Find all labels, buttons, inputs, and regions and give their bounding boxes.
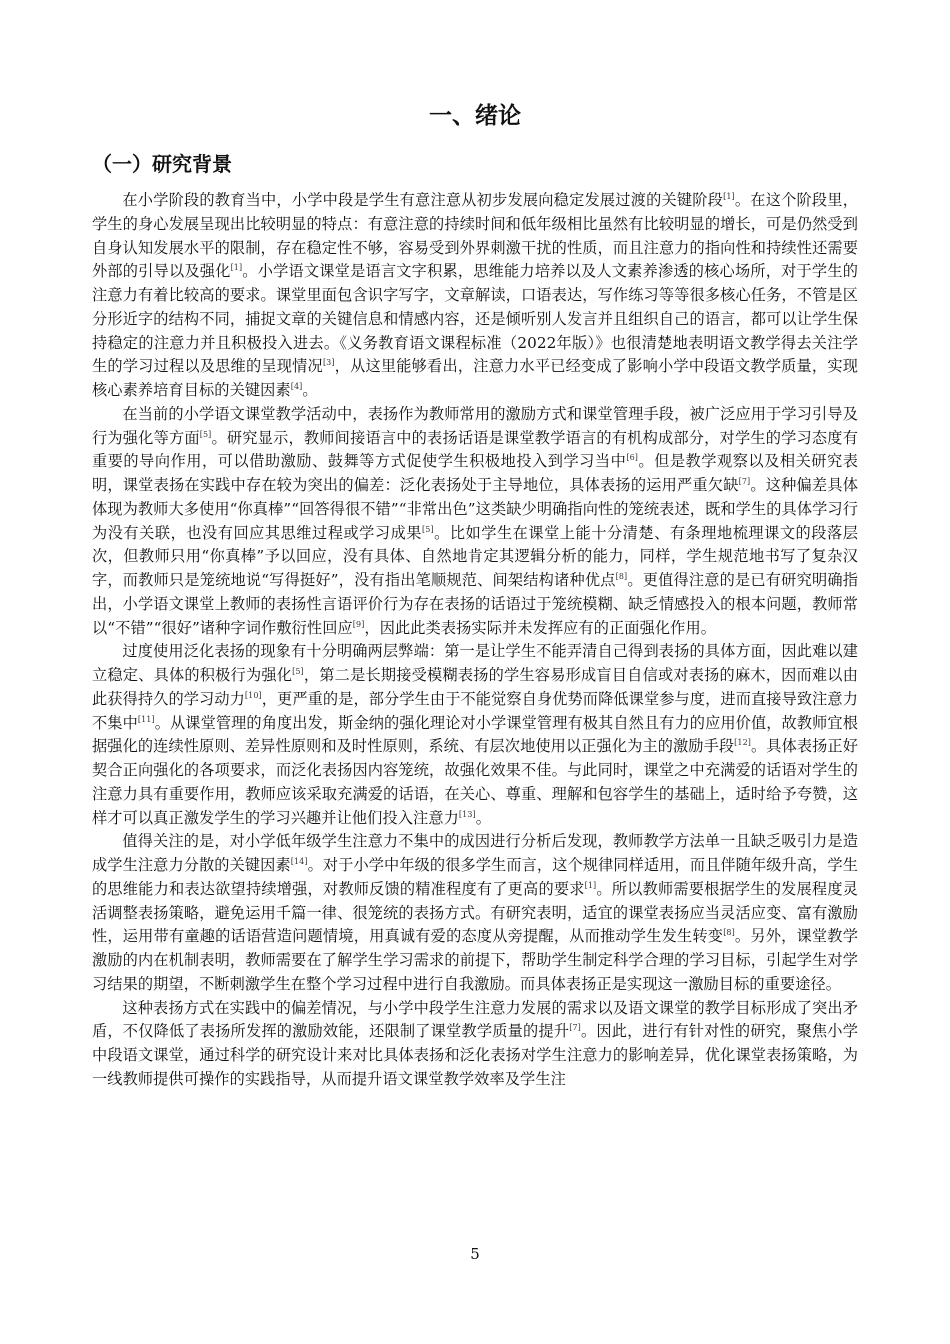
citation-marker: [11] — [137, 714, 155, 724]
paragraph-text: 。从课堂管理的角度出发，斯金纳的强化理论对小学课堂管理有极其自然且有力的应用价值，故教师宜根据强化的连续性原则、差异性原则和及时性原则，系统、有层次地使用以正强化为主的激励手段 — [92, 713, 858, 756]
paragraph-text: ，第二是长期接受模糊表扬的学生容易形成盲目自信或对表扬的麻木，因而难以由此获得持久的学习动力 — [92, 666, 858, 708]
paragraph-text: 。所以教师需要根据学生的发展程度灵活调整表扬策略，避免运用千篇一律、很笼统的表扬方式。有研究表明，适宜的课堂表扬应当灵活应变、富有激励性，运用带有童趣的话语营造问题情境，用真诚有爱的态度从旁提醒，从而推动学生发生转变 — [92, 879, 858, 946]
paragraph-text: 这种表扬方式在实践中的偏差情况，与小学中段学生注意力发展的需求以及语文课堂的教学目标形成了突出矛盾，不仅降低了表扬所发挥的激励效能，还限制了课堂教学质量的提升 — [92, 998, 858, 1041]
citation-marker: [8] — [723, 928, 735, 938]
paragraph-text: 在小学阶段的教育当中，小学中段是学生有意注意从初步发展向稳定发展过渡的关键阶段 — [122, 191, 724, 209]
page-number: 5 — [470, 1245, 480, 1263]
body-paragraph — [92, 830, 858, 996]
body-paragraph — [92, 997, 858, 1092]
paragraph-text: 。在这个阶段里，学生的身心发展呈现出比较明显的特点：有意注意的持续时间和低年级相比虽然有比较明显的增长，可是仍然受到自身认知发展水平的限制，存在稳定性不够，容易受到外界刺激干扰的性质，而且注意力的指向性和持续性还需要外部的引导以及强化 — [92, 191, 858, 281]
citation-marker: [7] — [738, 476, 751, 486]
paragraph-text: 。因此，进行有针对性的研究，聚焦小学中段语文课堂，通过科学的研究设计来对比具体表扬和泛化表扬对学生注意力的影响差异，优化课堂表扬策略，为一线教师提供可操作的实践指导，从而提升语文课堂教学效率及学生注 — [92, 1022, 858, 1088]
citation-marker: [9] — [352, 619, 365, 629]
paragraph-text: 。小学语文课堂是语言文字积累，思维能力培养以及人文素养渗透的核心场所，对于学生的注意力有着比较高的要求。课堂里面包含识字写字，文章解读，口语表达，写作练习等等很多核心任务，不管是区分形近字的结构不同，捕捉文章的关键信息和情感内容，还是倾听别人发言并且组织自己的语言，都可以让学生保持稳定的注意力并且积极投入进去。《义务教育语文课程标准（2022年版）》也很清楚地表明语文教学得去关注学生的学习过程以及思维的呈现情况 — [92, 262, 859, 376]
citation-marker: [5] — [292, 666, 304, 676]
paragraph-text: ，因此此类表扬实际并未发挥应有的正面强化作用。 — [364, 618, 717, 637]
paragraph-text: ，更严重的是，部分学生由于不能觉察自身优势而降低课堂参与度，进而直接导致注意力不集中 — [92, 689, 859, 732]
citation-marker: [14] — [290, 856, 308, 866]
paragraph-text: 。 — [475, 808, 492, 827]
paragraph-text: 。但是教学观察以及相关研究表明，课堂表扬在实践中存在较为突出的偏差：泛化表扬处于主导地位，具体表扬的运用严重欠缺 — [92, 452, 859, 494]
citation-marker: [1] — [723, 191, 735, 201]
section-title: （一）研究背景 — [92, 152, 232, 176]
paragraph-text: 在当前的小学语文课堂教学活动中，表扬作为教师常用的激励方式和课堂管理手段，被广泛应用于学习引导及行为强化等方面 — [92, 404, 858, 447]
citation-marker: [12] — [734, 738, 751, 748]
body-text — [92, 189, 858, 1092]
body-paragraph — [92, 189, 858, 403]
citation-marker: [13] — [458, 809, 476, 819]
paragraph-text: 。另外，课堂教学激励的内在机制表明，教师需要在了解学生学习需求的前提下，帮助学生制定科学合理的学习目标，引起学生对学习结果的期望，不断刺激学生在整个学习过程中进行自我激励。而具体表扬正是实现这一激励目标的重要途径。 — [92, 927, 858, 993]
citation-marker: [1] — [230, 263, 243, 273]
paragraph-text: 。具体表扬正好契合正向强化的各项要求，而泛化表扬因内容笼统，故强化效果不佳。与此同时，课堂之中充满爱的话语对学生的注意力具有重要作用，教师应该采取充满爱的话语，在关心、尊重、理解和包容学生的基础上，适时给予夸赞，这样才可以真正激发学生的学习兴趣并让他们投入注意力 — [92, 737, 859, 827]
citation-marker: [10] — [244, 690, 262, 700]
citation-marker: [6] — [626, 453, 638, 463]
citation-marker: [5] — [422, 524, 434, 534]
paragraph-text: 。研究显示，教师间接语言中的表扬话语是课堂教学语言的有机构成部分，对学生的学习态度有重要的导向作用，可以借助激励、鼓舞等方式促使学生积极地投入到学习当中 — [92, 428, 858, 471]
citation-marker: [4] — [290, 381, 303, 391]
citation-marker: [5] — [199, 429, 212, 439]
paragraph-text: 值得关注的是，对小学低年级学生注意力不集中的成因进行分析后发现，教师教学方法单一且缺乏吸引力是造成学生注意力分散的关键因素 — [92, 832, 858, 874]
citation-marker: [7] — [569, 1023, 581, 1033]
paragraph-text: 。这种偏差具体体现为教师大多使用“你真棒”“回答得很不错”“非常出色”这类缺少明确指向性的笼统表述，既和学生的具体学习行为没有关联，也没有回应其思维过程或学习成果 — [92, 476, 858, 542]
chapter-title: 一、绪论 — [429, 103, 521, 129]
citation-marker: [1] — [584, 880, 597, 890]
citation-marker: [8] — [615, 571, 628, 581]
citation-marker: [3] — [322, 358, 335, 368]
body-paragraph — [92, 403, 858, 641]
paragraph-text: 。更值得注意的是已有研究明确指出，小学语文课堂上教师的表扬性言语评价行为存在表扬的话语过于笼统模糊、缺乏情感投入的根本问题，教师常以“不错”“很好”诸种字词作敷衍性回应 — [92, 571, 859, 637]
paragraph-text: 。 — [302, 381, 318, 399]
body-paragraph — [92, 640, 858, 830]
paragraph-text: 过度使用泛化表扬的现象有十分明确两层弊端：第一是让学生不能弄清自己得到表扬的具体方面，因此难以建立稳定、具体的积极行为强化 — [92, 642, 858, 684]
paragraph-text: ，从这里能够看出，注意力水平已经变成了影响小学中段语文教学质量，实现核心素养培育目标的关键因素 — [92, 357, 859, 399]
paragraph-text: 。比如学生在课堂上能十分清楚、有条理地梳理课文的段落层次，但教师只用“你真棒”予以回应，没有具体、自然地肯定其逻辑分析的能力，同样，学生规范地书写了复杂汉字，而教师只是笼统地说“写得挺好”，没有指出笔顺规范、间架结构诸种优点 — [92, 523, 858, 589]
paragraph-text: 。对于小学中年级的很多学生而言，这个规律同样适用，而且伴随年级升高，学生的思维能力和表达欲望持续增强，对教师反馈的精准程度有了更高的要求 — [92, 856, 858, 898]
